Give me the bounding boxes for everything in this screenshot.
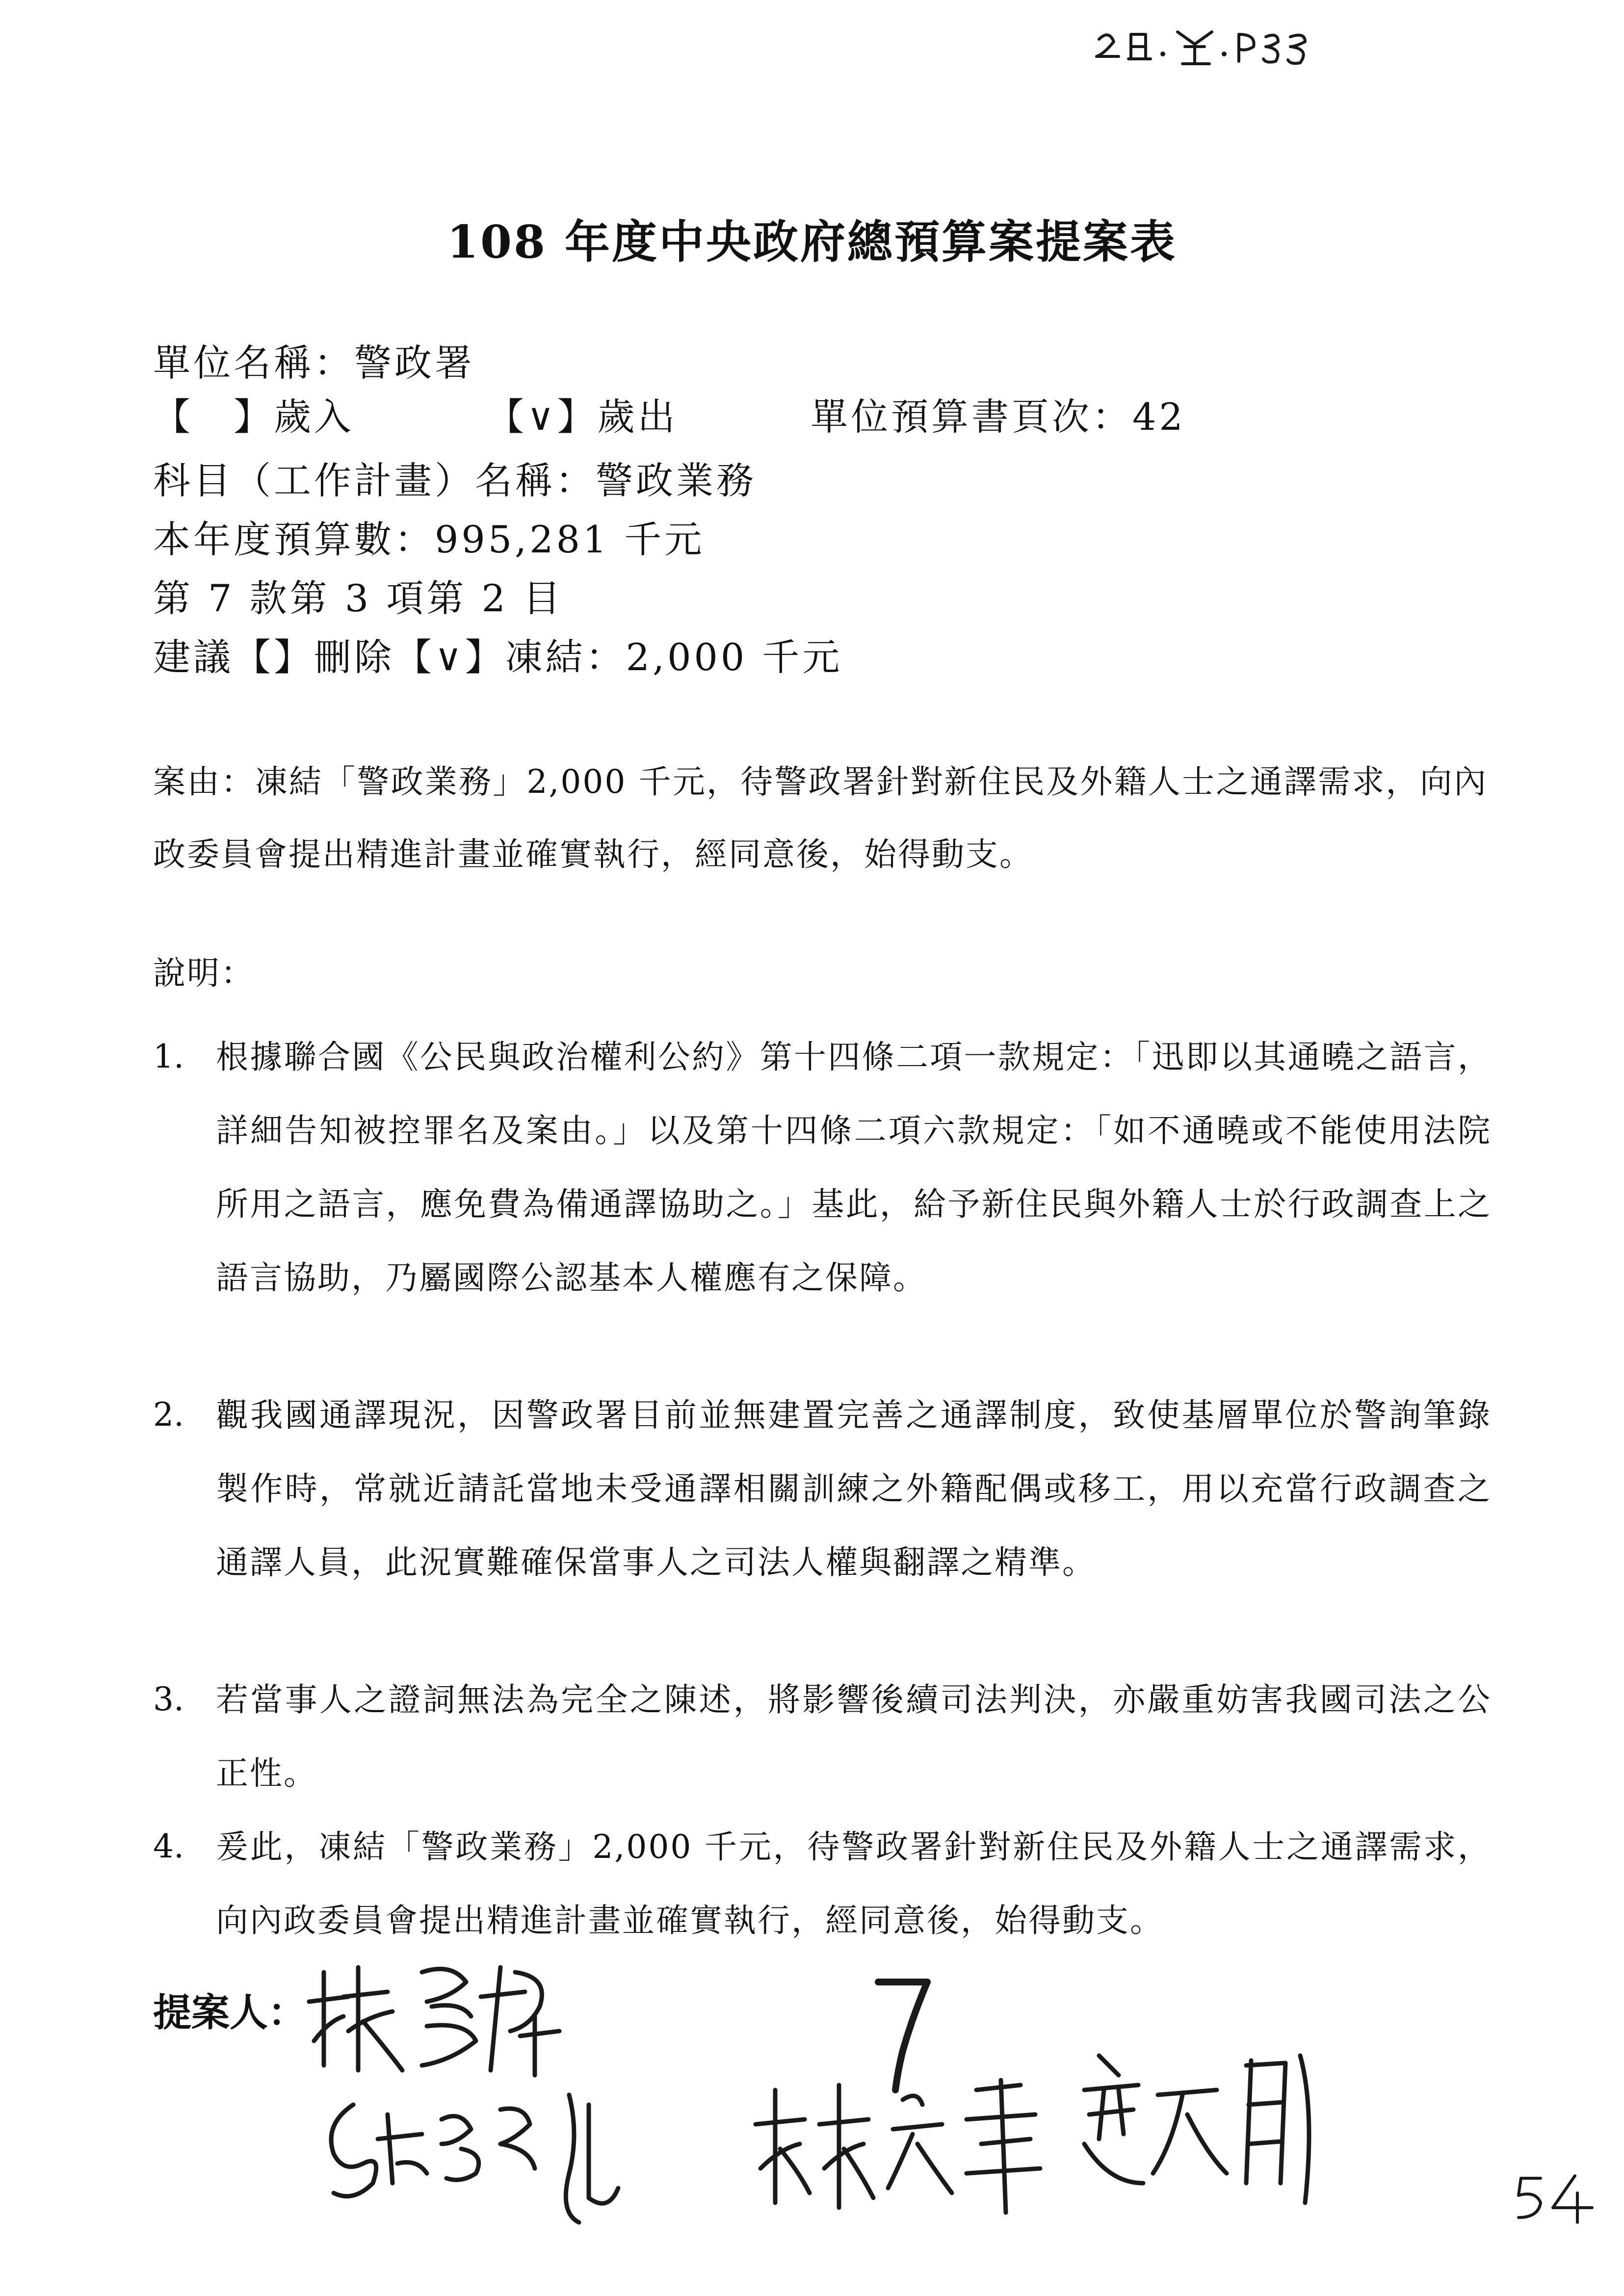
item-number: 2. — [153, 1396, 184, 1434]
item-text: 若當事人之證詞無法為完全之陳述，將影響後續司法判決，亦嚴重妨害我國司法之公正性。 — [216, 1681, 1492, 1792]
explanation-label: 說明： — [153, 954, 255, 992]
item-text: 根據聯合國《公民與政治權利公約》第十四條二項一款規定：「迅即以其通曉之語言，詳細告知被控罪名及案由。」以及第十四條二項六款規定：「如不通曉或不能使用法院所用之語言，應免費為備通譯協助之。」基此，給予新住民與外籍人士於行政調查上之語言協助，乃屬國際公認基本人權應有之保障。 — [216, 1038, 1492, 1297]
revenue-checkbox-label: 【 】歲入 — [153, 395, 354, 439]
expense-checkbox-label: 【∨】歲出 — [487, 395, 678, 439]
item-text: 爰此，凍結「警政業務」2,000 千元，待警政署針對新住民及外籍人士之通譯需求，向內政委員會提出精進計畫並確實執行，經同意後，始得動支。 — [216, 1828, 1492, 1939]
item-number: 1. — [153, 1038, 184, 1075]
signature-1 — [304, 1943, 648, 2090]
item-number: 3. — [153, 1680, 184, 1718]
unit-name: 單位名稱：警政署 — [153, 341, 475, 385]
proposer-label: 提案人： — [153, 1991, 307, 2035]
case-reason: 案由：凍結「警政業務」2,000 千元，待警政署針對新住民及外籍人士之通譯需求，向內政委員會提出精進計畫並確實執行，經同意後，始得動支。 — [153, 763, 1488, 873]
budget-page-number: 單位預算書頁次：42 — [811, 395, 1186, 439]
suggestion: 建議【】刪除【∨】凍結：2,000 千元 — [153, 635, 843, 679]
item-number: 4. — [153, 1827, 184, 1865]
budget-section: 第 7 款第 3 項第 2 目 — [153, 576, 564, 620]
item-text: 觀我國通譯現況，因警政署目前並無建置完善之通譯制度，致使基層單位於警詢筆錄製作時，常就近請託當地未受通譯相關訓練之外籍配偶或移工，用以充當行政調查之通譯人員，此況實難確保當事人之司法人權與翻譯之精準。 — [216, 1396, 1492, 1581]
signature-4 — [1070, 2036, 1344, 2222]
budget-amount: 本年度預算數：995,281 千元 — [153, 518, 705, 561]
subject-name: 科目（工作計畫）名稱：警政業務 — [153, 459, 757, 502]
page-title: 108 年度中央政府總預算案提案表 — [446, 215, 1178, 268]
signature-2 — [314, 2075, 657, 2237]
handwritten-corner-number — [1511, 2168, 1599, 2227]
handwritten-note — [1089, 20, 1325, 69]
signature-3 — [746, 2061, 1089, 2218]
